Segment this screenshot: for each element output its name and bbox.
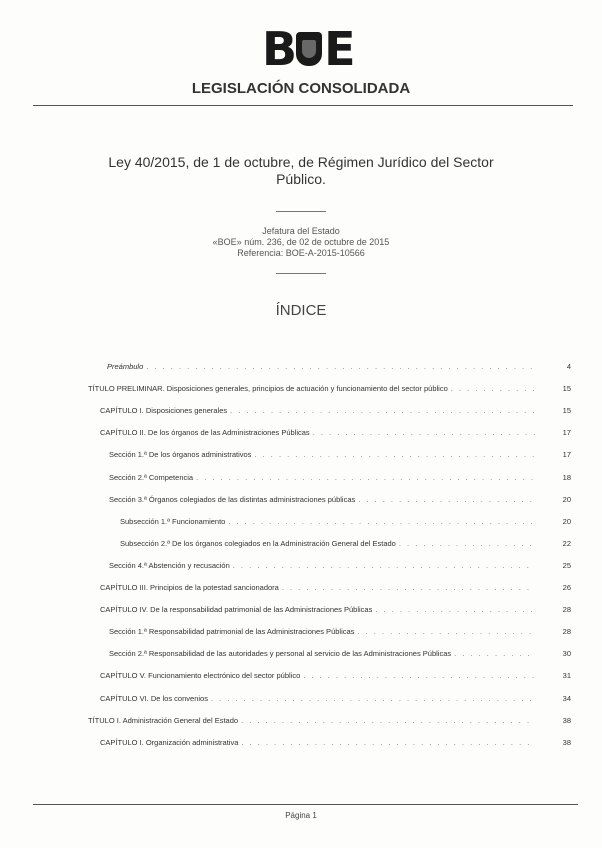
toc-entry-label: Preámbulo (107, 362, 144, 371)
toc-entry-label: Sección 3.ª Órganos colegiados de las distintas administraciones públicas (109, 494, 356, 504)
boe-logo: B E (262, 22, 353, 76)
toc-entry[interactable] (109, 561, 538, 575)
toc-entry[interactable] (100, 406, 538, 420)
toc-page-number: 28 (562, 605, 571, 615)
page-footer: Página 1 (285, 811, 317, 820)
toc-entry-label: Sección 4.ª Abstención y recusación (109, 560, 230, 570)
toc-page-number: 30 (562, 649, 571, 659)
toc-entry[interactable] (100, 671, 538, 685)
toc-leader-dots (451, 384, 535, 393)
toc-leader-dots (211, 694, 535, 703)
toc-page-number: 15 (562, 406, 571, 416)
toc-leader-dots (454, 649, 535, 658)
toc-leader-dots (241, 716, 535, 725)
toc-page-number: 25 (562, 560, 571, 570)
toc-page-number: 38 (562, 715, 571, 725)
toc-leader-dots (303, 671, 535, 680)
law-title: Ley 40/2015, de 1 de octubre, de Régimen Jurídico del Sector Público. (108, 154, 494, 187)
toc-entry[interactable] (120, 539, 538, 553)
footer-divider (33, 804, 578, 805)
header-divider (33, 105, 573, 106)
toc-entry-label: Sección 1.ª Responsabilidad patrimonial de las Administraciones Públicas (109, 627, 355, 637)
toc-entry[interactable] (109, 473, 538, 487)
toc-entry-label: CAPÍTULO I. Disposiciones generales (100, 406, 228, 416)
toc-page-number: 15 (562, 384, 571, 394)
toc-entry[interactable] (88, 384, 538, 398)
toc-entry[interactable] (120, 517, 538, 531)
toc-entry-label: CAPÍTULO V. Funcionamiento electrónico del sector público (100, 671, 301, 681)
title-separator (276, 211, 326, 212)
meta-separator (276, 273, 326, 274)
toc-entry[interactable] (100, 738, 538, 752)
toc-page-number: 20 (562, 494, 571, 504)
toc-entry-label: Sección 2.ª Responsabilidad de las autoridades y personal al servicio de las Administraciones Públicas (109, 649, 452, 659)
toc-entry[interactable] (109, 450, 538, 464)
publication-info: «BOE» núm. 236, de 02 de octubre de 2015 (212, 237, 390, 247)
reference: Referencia: BOE-A-2015-10566 (237, 248, 365, 258)
toc-entry-label: CAPÍTULO IV. De la responsabilidad patrimonial de las Administraciones Públicas (100, 605, 373, 615)
toc-entry-label: TÍTULO PRELIMINAR. Disposiciones generales, principios de actuación y funcionamiento del sector público (88, 384, 448, 394)
toc-leader-dots (228, 517, 535, 526)
toc-entry-label: Sección 1.ª De los órganos administrativos (109, 450, 252, 460)
toc-entry-label: Sección 2.ª Competencia (109, 472, 194, 482)
toc-entry-label: TÍTULO I. Administración General del Estado (88, 715, 239, 725)
toc-leader-dots (375, 605, 535, 614)
toc-leader-dots (230, 406, 535, 415)
toc-page-number: 4 (566, 362, 571, 371)
toc-page-number: 17 (562, 450, 571, 460)
toc-leader-dots (313, 428, 535, 437)
toc-entry[interactable] (100, 428, 538, 442)
toc-entry[interactable] (107, 362, 538, 376)
toc-entry-label: Subsección 1.ª Funcionamiento (120, 516, 226, 526)
issuer: Jefatura del Estado (262, 226, 340, 236)
toc-page-number: 26 (562, 583, 571, 592)
toc-entry-label: CAPÍTULO VI. De los convenios (100, 693, 208, 703)
coat-of-arms-icon (296, 32, 322, 66)
toc-entry[interactable] (88, 716, 538, 730)
toc-entry-label: CAPÍTULO III. Principios de la potestad sancionadora (100, 583, 279, 592)
toc-entry[interactable] (100, 694, 538, 708)
toc-leader-dots (254, 450, 535, 459)
toc-page-number: 20 (562, 516, 571, 526)
toc-page-number: 18 (562, 472, 571, 482)
toc-page-number: 31 (562, 671, 571, 681)
toc-leader-dots (241, 738, 535, 747)
toc-page-number: 28 (562, 627, 571, 637)
toc-page-number: 34 (562, 693, 571, 703)
toc-leader-dots (233, 561, 535, 570)
toc-entry[interactable] (109, 495, 538, 509)
toc-leader-dots (196, 473, 535, 482)
toc-page-number: 38 (562, 737, 571, 747)
toc-entry[interactable] (109, 627, 538, 641)
toc-leader-dots (358, 495, 535, 504)
toc-leader-dots (399, 539, 535, 548)
toc-entry-label: CAPÍTULO II. De los órganos de las Administraciones Públicas (100, 428, 310, 438)
toc-page-number: 17 (562, 428, 571, 438)
toc-page-number: 22 (562, 538, 571, 548)
toc-leader-dots (146, 362, 535, 371)
toc-entry-label: CAPÍTULO I. Organización administrativa (100, 737, 239, 747)
publication-meta (0, 226, 602, 259)
toc-entry[interactable] (100, 583, 538, 597)
header-title: LEGISLACIÓN CONSOLIDADA (191, 80, 411, 97)
toc-entry-label: Subsección 2.ª De los órganos colegiados en la Administración General del Estado (120, 538, 396, 548)
toc-entry[interactable] (109, 649, 538, 663)
toc-entry[interactable] (100, 605, 538, 619)
toc-leader-dots (282, 583, 535, 592)
toc-leader-dots (357, 627, 535, 636)
index-heading: ÍNDICE (275, 302, 327, 319)
